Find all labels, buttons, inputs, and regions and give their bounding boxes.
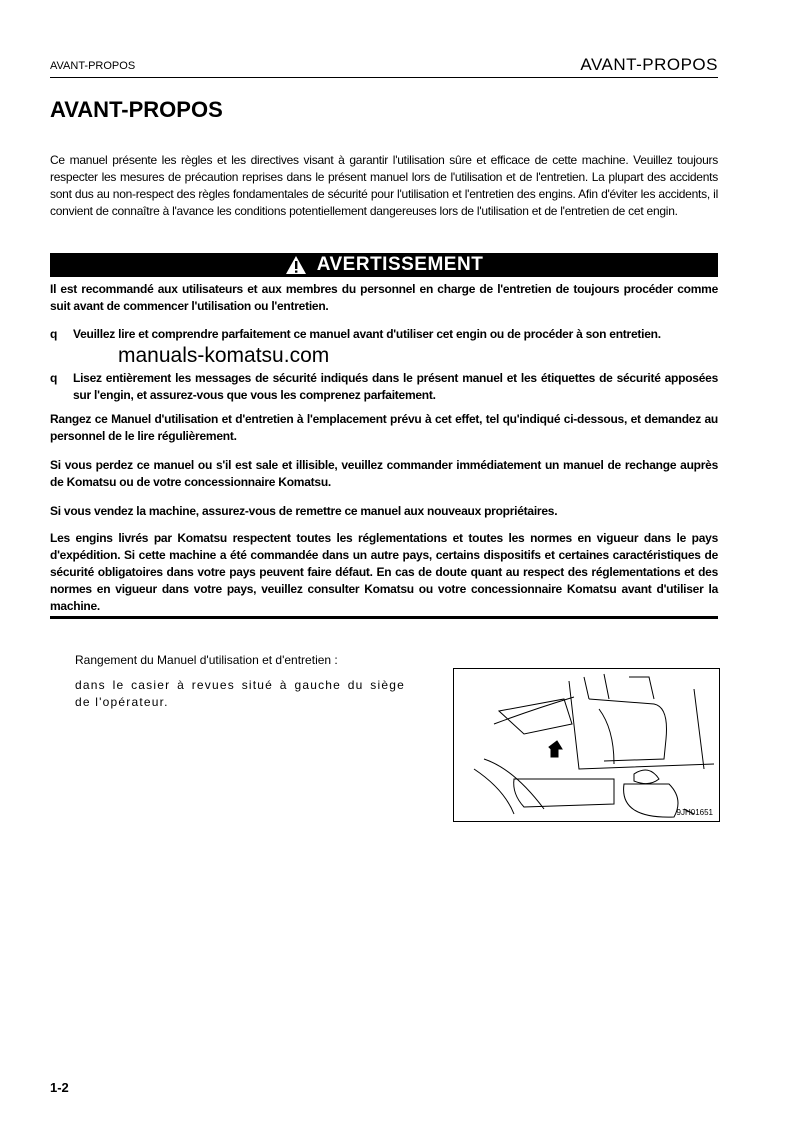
running-header-right: AVANT-PROPOS (580, 55, 718, 74)
warning-paragraph: Rangez ce Manuel d'utilisation et d'entretien à l'emplacement prévu à cet effet, tel qu'indiqué ci-dessous, et demandez au personnel de le lire régulièrement. (50, 412, 718, 443)
running-header-left: AVANT-PROPOS (50, 60, 136, 72)
bullet-marker: q (50, 371, 58, 385)
header-divider (50, 77, 718, 78)
storage-location: dans le casier à revues situé à gauche du siège de l'opérateur. (75, 678, 405, 709)
warning-paragraph: Si vous perdez ce manuel ou s'il est sale et illisible, veuillez commander immédiatement un manuel de rechange auprès de Komatsu ou de votre concessionnaire Komatsu. (50, 458, 718, 489)
warning-banner (50, 253, 718, 277)
warning-end-rule (50, 616, 718, 619)
page-title: AVANT-PROPOS (50, 97, 223, 122)
cab-illustration (454, 669, 718, 820)
intro-paragraph: Ce manuel présente les règles et les directives visant à garantir l'utilisation sûre et efficace de cette machine. Veuillez toujours respecter les mesures de précaution reprises dans le présent manuel lors de l'utilisation et de l'entretien. La plupart des accidents sont dus au non-respect des règles fondamentales de sécurité pour l'utilisation et l'entretien des engins. Afin d'éviter les accidents, il convient de connaître à l'avance les conditions potentiellement dangereuses lors de l'utilisation et de l'entretien de cet engin. (50, 153, 718, 218)
bullet-text: Veuillez lire et comprendre parfaitement ce manuel avant d'utiliser cet engin ou de procéder à son entretien. (73, 327, 661, 341)
warning-paragraph: Les engins livrés par Komatsu respectent toutes les réglementations et toutes les normes en vigueur dans le pays d'expédition. Si cette machine a été commandée dans un autre pays, certains dispositifs et certaines caractéristiques de sécurité obligatoires dans votre pays peuvent faire défaut. En cas de doute quant au respect des réglementations et des normes en vigueur dans votre pays, veuillez consulter Komatsu ou votre concessionnaire Komatsu avant d'utiliser la machine. (50, 531, 718, 613)
bullet-text: Lisez entièrement les messages de sécurité indiqués dans le présent manuel et les étiquettes de sécurité apposées sur l'engin, et assurez-vous que vous les comprenez parfaitement. (73, 371, 718, 402)
figure-id: 9JH01651 (676, 808, 713, 817)
warning-label: AVERTISSEMENT (316, 254, 484, 275)
warning-paragraph: Si vous vendez la machine, assurez-vous de remettre ce manuel aux nouveaux propriétaires. (50, 504, 558, 518)
storage-location-figure (453, 668, 720, 822)
storage-caption: Rangement du Manuel d'utilisation et d'entretien : (75, 653, 338, 667)
warning-lead: Il est recommandé aux utilisateurs et aux membres du personnel en charge de l'entretien de toujours procéder comme suit avant de commencer l'utilisation ou l'entretien. (50, 282, 718, 313)
bullet-marker: q (50, 327, 58, 341)
page-number: 1-2 (50, 1080, 69, 1095)
warning-bullet (50, 370, 718, 404)
watermark: manuals-komatsu.com (118, 344, 330, 367)
warning-bullet (50, 326, 718, 343)
warning-triangle-icon (285, 255, 307, 275)
